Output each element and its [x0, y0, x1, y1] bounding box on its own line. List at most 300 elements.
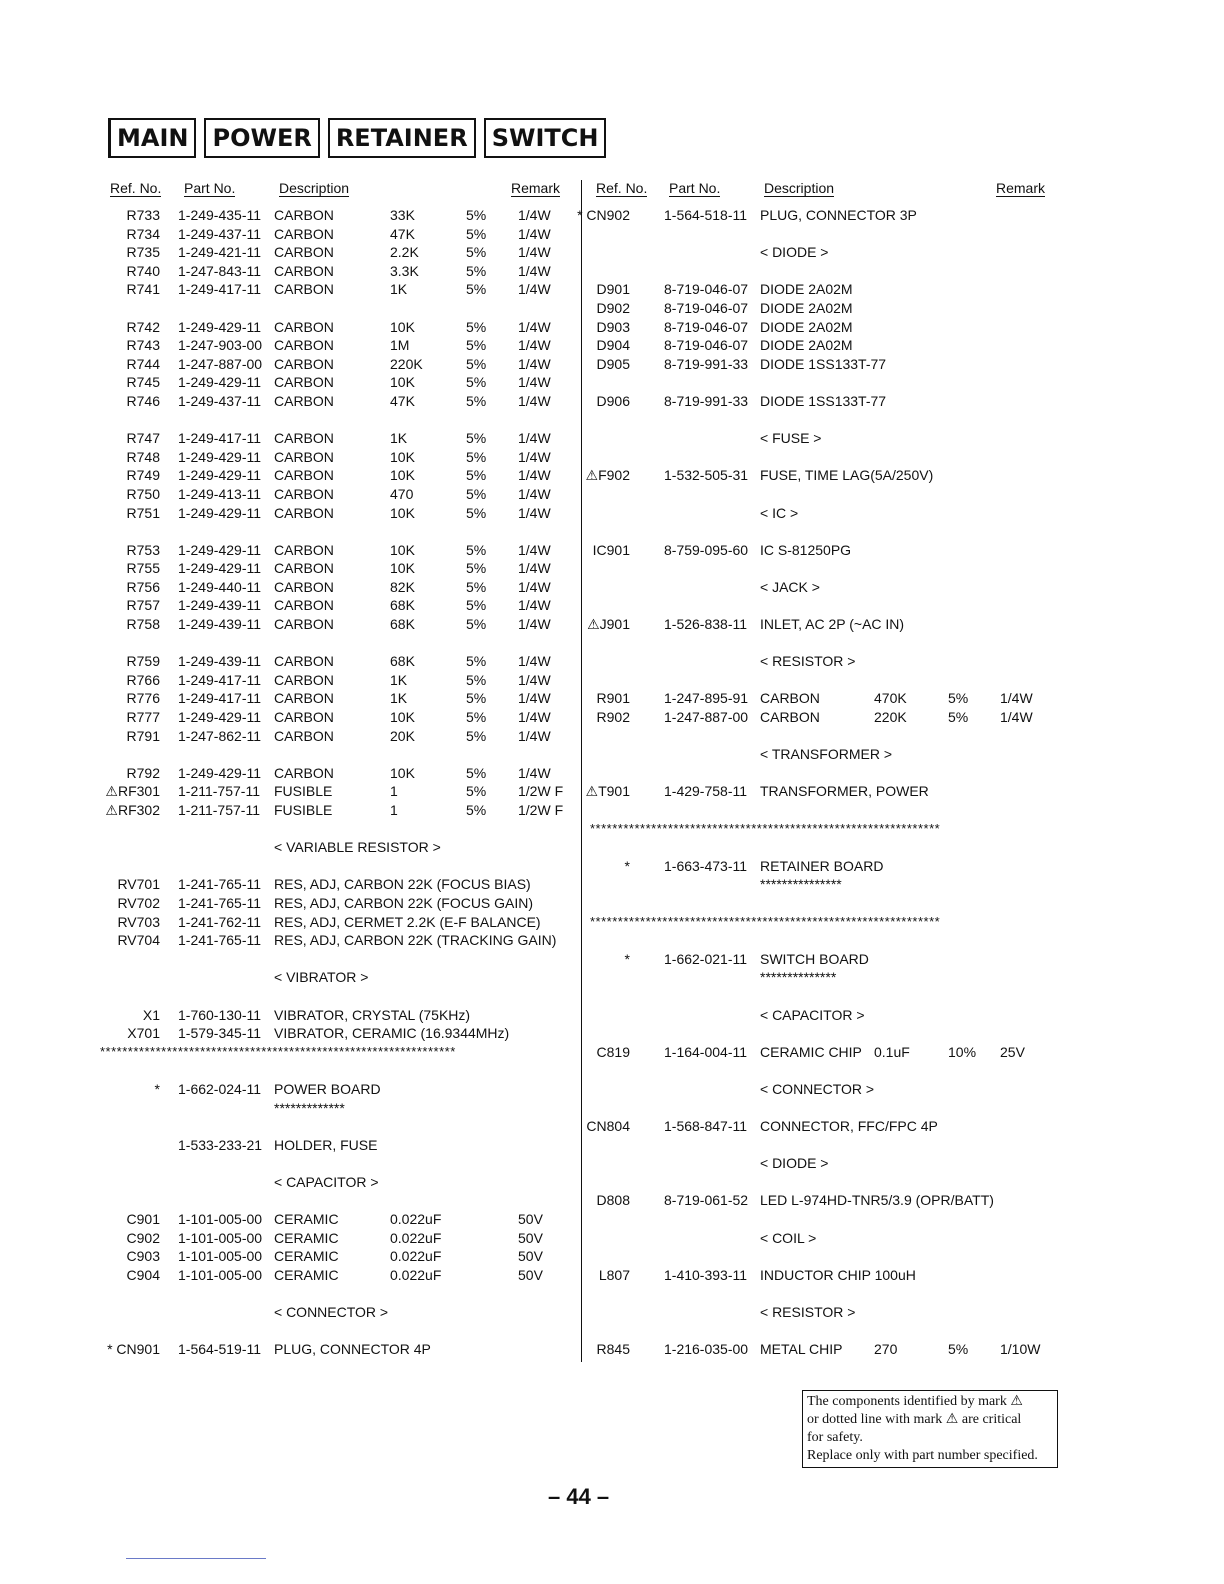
cell-desc: < DIODE >	[760, 1155, 829, 1172]
cell-tol: 5%	[466, 690, 487, 707]
cell-tol: 5%	[466, 262, 487, 279]
cell-val: 0.022uF	[390, 1248, 442, 1265]
cell-ref: * CN901	[107, 1341, 160, 1358]
cell-ref: X701	[127, 1025, 160, 1042]
cell-desc: PLUG, CONNECTOR 4P	[274, 1341, 431, 1358]
cell-ref: D906	[596, 392, 630, 409]
cell-ref: R745	[126, 374, 160, 391]
cell-desc: CARBON	[274, 485, 334, 502]
cell-rem: 1/4W	[518, 392, 551, 409]
part-row	[590, 1210, 1050, 1229]
cell-ref: RV704	[117, 932, 160, 949]
part-row	[100, 243, 570, 262]
part-row	[100, 299, 570, 318]
cell-part: 1-249-429-11	[178, 374, 262, 391]
cell-part: 1-662-024-11	[178, 1080, 262, 1097]
cell-val: 10K	[390, 374, 415, 391]
cell-desc: HOLDER, FUSE	[274, 1136, 378, 1153]
cell-desc: CARBON	[274, 337, 334, 354]
cell-tol: 5%	[466, 578, 487, 595]
tab-retainer: RETAINER	[328, 118, 476, 158]
cell-val: 68K	[390, 653, 415, 670]
cell-rem: 1/4W	[518, 281, 551, 298]
right-header-desc: Description	[764, 180, 835, 196]
cell-tol: 5%	[466, 541, 487, 558]
part-row	[590, 262, 1050, 281]
cell-rem: 1/4W	[518, 504, 551, 521]
part-row	[590, 1284, 1050, 1303]
part-row	[100, 987, 570, 1006]
part-row	[100, 634, 570, 653]
part-row	[100, 1061, 570, 1080]
part-row	[100, 950, 570, 969]
cell-ref: ⚠RF301	[105, 783, 160, 800]
cell-ref: D902	[596, 299, 630, 316]
cell-val: 1K	[390, 430, 408, 447]
part-row	[100, 336, 570, 355]
cell-tol: 10%	[948, 1043, 977, 1060]
cell-desc: < CONNECTOR >	[274, 1304, 389, 1321]
cell-ref: RV701	[117, 876, 160, 893]
cell-tol: 5%	[466, 764, 487, 781]
part-row	[590, 931, 1050, 950]
cell-desc: CERAMIC	[274, 1211, 339, 1228]
safety-note-line: or dotted line with mark ⚠ are critical	[807, 1412, 1022, 1427]
cell-val: 0.022uF	[390, 1211, 442, 1228]
cell-val: 10K	[390, 541, 415, 558]
part-row	[100, 262, 570, 281]
cell-tol: 5%	[466, 448, 487, 465]
cell-desc: TRANSFORMER, POWER	[760, 783, 929, 800]
part-row	[100, 280, 570, 299]
cell-desc: < COIL >	[760, 1229, 817, 1246]
cell-ref: R791	[126, 727, 160, 744]
part-row	[590, 1173, 1050, 1192]
cell-ref: R746	[126, 392, 160, 409]
safety-note	[802, 1390, 1058, 1468]
cell-ref: R792	[126, 764, 160, 781]
part-row	[590, 392, 1050, 411]
part-row	[590, 1340, 1050, 1359]
part-row	[100, 968, 570, 987]
cell-part: 1-249-429-11	[178, 504, 262, 521]
cell-part: 1-249-440-11	[178, 578, 262, 595]
cell-part: 1-760-130-11	[178, 1006, 262, 1023]
cell-rem: 1/4W	[518, 467, 551, 484]
part-row	[590, 1136, 1050, 1155]
cell-part: 1-211-757-11	[178, 783, 260, 800]
cell-desc: FUSIBLE	[274, 802, 333, 818]
cell-desc: < CONNECTOR >	[760, 1080, 875, 1097]
part-row	[590, 280, 1050, 299]
cell-part: 1-249-435-11	[178, 207, 262, 223]
cell-part: 1-526-838-11	[664, 616, 748, 633]
cell-ref: R747	[126, 430, 160, 447]
part-row	[590, 243, 1050, 262]
cell-val: 10K	[390, 318, 415, 335]
cell-part: 1-249-417-11	[178, 281, 262, 298]
part-row	[100, 913, 570, 932]
part-row	[100, 782, 570, 801]
separator-stars	[100, 1043, 570, 1062]
cell-part: 1-249-437-11	[178, 392, 262, 409]
cell-tol: 5%	[466, 337, 487, 354]
cell-desc: CARBON	[274, 690, 334, 707]
column-divider	[581, 180, 582, 1362]
part-row	[590, 355, 1050, 374]
cell-rem: 50V	[518, 1211, 543, 1228]
cell-desc: CARBON	[274, 318, 334, 335]
part-row	[590, 1061, 1050, 1080]
cell-tol: 5%	[466, 504, 487, 521]
cell-desc: CARBON	[274, 578, 334, 595]
cell-val: 10K	[390, 504, 415, 521]
cell-desc: CERAMIC	[274, 1229, 339, 1246]
page-number: – 44 –	[548, 1484, 610, 1509]
part-row	[100, 820, 570, 839]
cell-desc: CONNECTOR, FFC/FPC 4P	[760, 1118, 938, 1135]
cell-rem: 1/4W	[518, 671, 551, 688]
part-row	[100, 578, 570, 597]
cell-ref: R735	[126, 244, 160, 261]
part-row	[100, 1229, 570, 1248]
cell-part: 1-532-505-31	[664, 467, 749, 484]
part-row	[100, 1006, 570, 1025]
cell-ref: C902	[126, 1229, 160, 1246]
part-row	[100, 801, 570, 820]
part-row	[100, 1117, 570, 1136]
part-row	[100, 1284, 570, 1303]
part-row	[100, 541, 570, 560]
cell-rem: 1/4W	[518, 709, 551, 726]
safety-note-line: The components identified by mark ⚠	[807, 1394, 1023, 1409]
cell-desc: CARBON	[274, 597, 334, 614]
cell-desc: CERAMIC	[274, 1266, 339, 1283]
cell-rem: 1/4W	[518, 244, 551, 261]
cell-ref: R748	[126, 448, 160, 465]
cell-part: 1-211-757-11	[178, 802, 260, 818]
cell-val: 1	[390, 802, 398, 818]
cell-ref: L807	[598, 1266, 630, 1283]
right-header-ref: Ref. No.	[596, 180, 648, 196]
separator-stars	[590, 820, 1050, 839]
cell-part: 1-247-862-11	[178, 727, 262, 744]
part-row	[590, 336, 1050, 355]
part-row	[100, 429, 570, 448]
cell-tol: 5%	[466, 392, 487, 409]
cell-rem: 1/4W	[518, 541, 551, 558]
cell-val: 2.2K	[390, 244, 419, 261]
cell-rem: 1/4W	[518, 207, 551, 223]
cell-part: 1-101-005-00	[178, 1211, 263, 1228]
part-row	[100, 931, 570, 950]
separator-stars	[590, 913, 1050, 932]
cell-desc: < DIODE >	[760, 244, 829, 261]
part-row	[100, 671, 570, 690]
part-row	[590, 1247, 1050, 1266]
part-row	[100, 1173, 570, 1192]
cell-desc: CARBON	[274, 504, 334, 521]
cell-ref: ⚠J901	[587, 616, 630, 633]
cell-desc: CARBON	[274, 448, 334, 465]
part-row	[100, 894, 570, 913]
cell-rem: 1/4W	[1000, 690, 1033, 707]
part-row	[100, 1303, 570, 1322]
cell-part: 1-249-429-11	[178, 467, 262, 484]
part-row	[100, 708, 570, 727]
tab-power: POWER	[204, 118, 319, 158]
cell-desc: FUSE, TIME LAG(5A/250V)	[760, 467, 934, 484]
part-row	[590, 1080, 1050, 1099]
part-row	[590, 745, 1050, 764]
cell-part: 1-249-429-11	[178, 764, 262, 781]
cell-part: 1-410-393-11	[664, 1266, 748, 1283]
cell-ref: C903	[126, 1248, 160, 1265]
cell-desc: < VIBRATOR >	[274, 969, 369, 986]
cell-ref: R733	[126, 207, 160, 223]
cell-rem: 50V	[518, 1229, 543, 1246]
section-tabs	[108, 118, 606, 158]
cell-desc: CARBON	[274, 560, 334, 577]
cell-tol: 5%	[466, 485, 487, 502]
cell-part: 1-249-429-11	[178, 709, 262, 726]
cell-ref: R776	[126, 690, 160, 707]
part-row	[590, 299, 1050, 318]
part-row	[100, 1247, 570, 1266]
cell-desc: VIBRATOR, CRYSTAL (75KHz)	[274, 1006, 471, 1023]
cell-tol: 5%	[466, 653, 487, 670]
part-row	[590, 894, 1050, 913]
cell-desc: CARBON	[274, 392, 334, 409]
cell-part: 1-241-765-11	[178, 894, 262, 911]
cell-val: 10K	[390, 467, 415, 484]
part-row	[100, 559, 570, 578]
part-row	[590, 708, 1050, 727]
cell-desc: DIODE 2A02M	[760, 281, 853, 298]
cell-part: 1-249-429-11	[178, 318, 262, 335]
cell-part: 8-719-046-07	[664, 281, 749, 298]
cell-rem: 1/4W	[518, 355, 551, 372]
cell-part: 1-241-765-11	[178, 932, 262, 949]
cell-rem: 1/4W	[518, 764, 551, 781]
cell-tol: 5%	[466, 225, 487, 242]
cell-val: 1K	[390, 281, 408, 298]
part-row	[590, 596, 1050, 615]
cell-rem: 1/4W	[518, 597, 551, 614]
part-row	[100, 652, 570, 671]
part-row	[590, 1043, 1050, 1062]
cell-part: 8-759-095-60	[664, 541, 749, 558]
cell-tol: 5%	[466, 430, 487, 447]
part-row	[590, 1191, 1050, 1210]
part-row	[590, 950, 1050, 969]
part-row	[100, 373, 570, 392]
cell-val: 68K	[390, 597, 415, 614]
cell-tol: 5%	[466, 355, 487, 372]
cell-desc: CARBON	[274, 709, 334, 726]
cell-val: 470	[390, 485, 414, 502]
cell-rem: 1/4W	[518, 262, 551, 279]
cell-ref: R740	[126, 262, 160, 279]
cell-tol: 5%	[466, 709, 487, 726]
cell-val: 10K	[390, 448, 415, 465]
cell-desc: < CAPACITOR >	[760, 1006, 865, 1023]
part-row	[100, 411, 570, 430]
cell-part: 1-249-429-11	[178, 560, 262, 577]
part-row	[590, 689, 1050, 708]
cell-part: 1-249-421-11	[178, 244, 262, 261]
cell-desc: INDUCTOR CHIP 100uH	[760, 1266, 916, 1283]
cell-ref: RV702	[117, 894, 160, 911]
cell-val: 10K	[390, 560, 415, 577]
left-header-ref: Ref. No.	[110, 180, 162, 196]
cell-desc: RES, ADJ, CARBON 22K (FOCUS GAIN)	[274, 894, 534, 911]
cell-ref: IC901	[592, 541, 630, 558]
cell-desc: RES, ADJ, CARBON 22K (FOCUS BIAS)	[274, 876, 531, 893]
cell-val: 0.1uF	[874, 1043, 910, 1060]
cell-tol: 5%	[466, 207, 487, 223]
cell-desc: PLUG, CONNECTOR 3P	[760, 207, 917, 223]
part-row	[585, 782, 1050, 801]
cell-part: 1-663-473-11	[664, 857, 748, 874]
cell-rem: 1/4W	[518, 485, 551, 502]
cell-desc: CARBON	[274, 374, 334, 391]
cell-ref: C819	[596, 1043, 630, 1060]
right-header-remark: Remark	[996, 180, 1046, 196]
cell-part: 1-241-765-11	[178, 876, 262, 893]
part-row	[590, 411, 1050, 430]
cell-part: 1-249-417-11	[178, 430, 262, 447]
cell-rem: 1/4W	[518, 560, 551, 577]
cell-rem: 1/4W	[518, 318, 551, 335]
cell-rem: 50V	[518, 1248, 543, 1265]
cell-ref: R902	[596, 709, 630, 726]
part-row	[100, 392, 570, 411]
cell-part: 1-101-005-00	[178, 1248, 263, 1265]
part-row	[590, 225, 1050, 244]
cell-desc: ***************	[760, 876, 842, 893]
part-row	[100, 857, 570, 876]
left-header-remark: Remark	[511, 180, 561, 196]
cell-desc: IC S-81250PG	[760, 541, 852, 558]
part-row	[590, 634, 1050, 653]
part-row	[590, 318, 1050, 337]
part-row	[590, 1303, 1050, 1322]
cell-part: 1-247-887-00	[664, 709, 749, 726]
cell-rem: 1/4W	[518, 616, 551, 633]
cell-ref: D901	[596, 281, 630, 298]
part-row	[590, 504, 1050, 523]
cell-part: 1-101-005-00	[178, 1266, 263, 1283]
cell-desc: RETAINER BOARD	[760, 857, 884, 874]
cell-rem: 1/10W	[1000, 1341, 1041, 1358]
tab-switch: SWITCH	[484, 118, 607, 158]
part-row	[100, 1210, 570, 1229]
cell-ref: CN804	[586, 1118, 630, 1135]
part-row	[100, 225, 570, 244]
cell-part: 1-249-429-11	[178, 541, 262, 558]
part-row	[587, 615, 1050, 634]
part-row	[100, 1154, 570, 1173]
cell-rem: 1/4W	[518, 448, 551, 465]
tab-main: MAIN	[108, 118, 196, 158]
stars-line: ****************************************************************	[100, 1043, 456, 1059]
cell-desc: CARBON	[274, 727, 334, 744]
cell-rem: 1/4W	[518, 578, 551, 595]
part-row	[590, 1024, 1050, 1043]
part-row	[100, 764, 570, 783]
cell-desc: < RESISTOR >	[760, 653, 856, 670]
cell-rem: 1/2W F	[518, 802, 564, 818]
cell-desc: < TRANSFORMER >	[760, 746, 892, 763]
cell-ref: D904	[596, 337, 630, 354]
cell-desc: RES, ADJ, CERMET 2.2K (E-F BALANCE)	[274, 913, 541, 930]
cell-part: 1-249-417-11	[178, 671, 262, 688]
cell-part: 1-164-004-11	[664, 1043, 748, 1060]
cell-part: 1-533-233-21	[178, 1136, 263, 1153]
cell-part: 1-247-843-11	[178, 262, 262, 279]
part-row	[100, 1191, 570, 1210]
cell-desc: RES, ADJ, CARBON 22K (TRACKING GAIN)	[274, 932, 557, 949]
cell-tol: 5%	[948, 690, 969, 707]
cell-ref: * CN902	[577, 207, 630, 223]
cell-rem: 25V	[1000, 1043, 1025, 1060]
part-row	[590, 764, 1050, 783]
cell-desc: < IC >	[760, 504, 799, 521]
part-row	[590, 429, 1050, 448]
cell-desc: CERAMIC	[274, 1248, 339, 1265]
cell-part: 1-249-439-11	[178, 616, 262, 633]
cell-rem: 1/4W	[518, 653, 551, 670]
cell-desc: VIBRATOR, CERAMIC (16.9344MHz)	[274, 1025, 510, 1042]
part-row	[100, 689, 570, 708]
cell-part: 1-101-005-00	[178, 1229, 263, 1246]
cell-part: 1-249-417-11	[178, 690, 262, 707]
part-row	[100, 318, 570, 337]
part-row	[100, 1024, 570, 1043]
cell-part: 1-249-439-11	[178, 597, 262, 614]
cell-rem: 1/4W	[518, 374, 551, 391]
cell-part: 1-579-345-11	[178, 1025, 262, 1042]
cell-ref: R755	[126, 560, 160, 577]
cell-desc: DIODE 2A02M	[760, 337, 853, 354]
part-row	[590, 875, 1050, 894]
part-row	[585, 466, 1050, 485]
cell-rem: 50V	[518, 1266, 543, 1283]
cell-val: 220K	[874, 709, 907, 726]
cell-part: 1-249-429-11	[178, 448, 262, 465]
cell-ref: C901	[126, 1211, 160, 1228]
cell-desc: < RESISTOR >	[760, 1304, 856, 1321]
cell-desc: LED L-974HD-TNR5/3.9 (OPR/BATT)	[760, 1192, 994, 1209]
cell-tol: 5%	[466, 671, 487, 688]
cell-ref: R734	[126, 225, 160, 242]
part-row	[590, 1229, 1050, 1248]
cell-part: 8-719-991-33	[664, 355, 749, 372]
cell-desc: < CAPACITOR >	[274, 1173, 379, 1190]
part-row	[590, 1266, 1050, 1285]
cell-rem: 1/2W F	[518, 783, 564, 800]
cell-desc: CARBON	[274, 225, 334, 242]
cell-val: 1	[390, 783, 398, 800]
cell-part: 1-568-847-11	[664, 1118, 748, 1135]
part-row	[100, 1266, 570, 1285]
cell-desc: **************	[760, 969, 837, 986]
part-row	[100, 615, 570, 634]
part-row	[586, 1117, 1050, 1136]
cell-desc: CARBON	[274, 281, 334, 298]
left-header-part: Part No.	[184, 180, 236, 196]
